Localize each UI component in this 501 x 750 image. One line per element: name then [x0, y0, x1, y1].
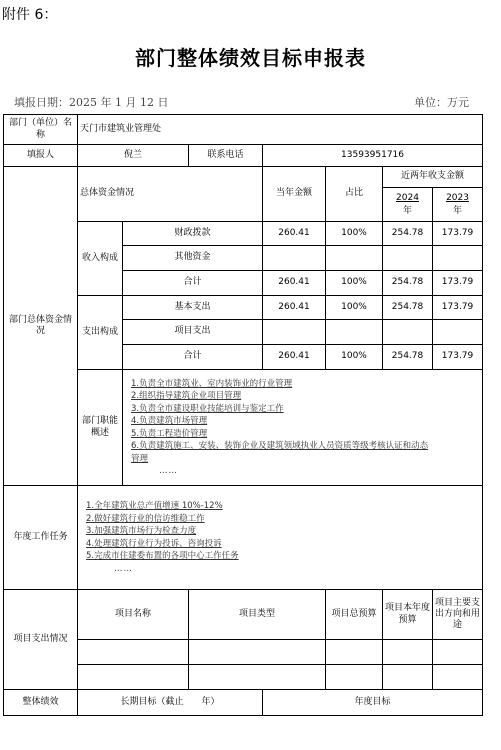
expense-name: 项目支出: [123, 320, 263, 345]
project-name-cell: [78, 665, 189, 690]
amount-header: 当年金额: [263, 167, 326, 222]
function-item: 管理: [131, 453, 149, 464]
performance-form-table: [3, 114, 483, 716]
project-year-header: 项目本年度预算: [383, 590, 433, 640]
income-2024: 254.78: [383, 222, 433, 246]
dept-name-value: 天门市建筑业管理处: [78, 115, 483, 145]
project-type-cell: [189, 640, 326, 665]
project-main-header: 项目主要支出方向和用途: [433, 590, 483, 640]
phone-label: 联系电话: [189, 145, 263, 167]
fill-date: 填报日期：2025 年 1 月 12 日: [14, 96, 169, 109]
year-2023-header: [433, 188, 483, 222]
project-total-cell: [326, 665, 383, 690]
functions-list: [123, 370, 483, 486]
income-total-name: 合计: [123, 271, 263, 296]
expense-total-amount: 260.41: [263, 345, 326, 370]
expense-total-share: 100%: [326, 345, 383, 370]
function-item: 6.负责建筑施工、安装、装饰企业及建筑领域执业人员资质等级考核认证和动态: [131, 441, 429, 451]
annual-task-item: 1.全年建筑业总产值增速 10%-12%: [86, 501, 223, 511]
expense-amount: 260.41: [263, 296, 326, 320]
expense-amount: [263, 320, 326, 345]
expense-share: 100%: [326, 296, 383, 320]
annual-tasks-label: 年度工作任务: [4, 486, 78, 590]
year-2023-number: 2023: [446, 192, 469, 203]
annual-tasks-list: [78, 486, 483, 590]
function-item: 5.负责工程造价管理: [131, 428, 208, 439]
income-total-2024: 254.78: [383, 271, 433, 296]
year-2024-suffix: 年: [402, 205, 412, 216]
income-label: 收入构成: [78, 222, 123, 296]
functions-label: 部门职能概述: [78, 370, 123, 486]
income-amount: [263, 246, 326, 271]
function-ellipsis: ……: [159, 466, 178, 476]
year-2024-number: 2024: [396, 192, 419, 203]
income-total-share: 100%: [326, 271, 383, 296]
page-title: 部门整体绩效目标申报表: [135, 46, 366, 70]
income-2024: [383, 246, 433, 271]
expense-total-2023: 173.79: [433, 345, 483, 370]
dept-name-label: 部门（单位）名称: [4, 115, 78, 145]
function-item: 4.负责建筑市场管理: [131, 416, 208, 426]
project-year-cell: [383, 665, 433, 690]
annual-task-item: 2.做好建筑行业的信访维稳工作: [86, 513, 205, 524]
project-name-cell: [78, 640, 189, 665]
income-name: 财政拨款: [123, 222, 263, 246]
expense-2023: [433, 320, 483, 345]
annual-goal-label: 年度目标: [263, 690, 483, 716]
expense-2023: 173.79: [433, 296, 483, 320]
income-name: 其他资金: [123, 246, 263, 271]
income-2023: [433, 246, 483, 271]
projects-header-row: [4, 590, 483, 640]
function-item: 3.负责全市建设职业技能培训与鉴定工作: [131, 403, 284, 414]
income-2023: 173.79: [433, 222, 483, 246]
expense-2024: 254.78: [383, 296, 433, 320]
project-type-header: 项目类型: [189, 590, 326, 640]
funds-section-label: 部门总体资金情况: [4, 167, 78, 486]
expense-2024: [383, 320, 433, 345]
income-share: [326, 246, 383, 271]
income-total-amount: 260.41: [263, 271, 326, 296]
expense-total-2024: 254.78: [383, 345, 433, 370]
filler-value: 倪兰: [78, 145, 189, 167]
projects-label: 项目支出情况: [4, 590, 78, 690]
project-main-cell: [433, 665, 483, 690]
income-total-2023: 173.79: [433, 271, 483, 296]
funds-header-row: [4, 167, 483, 188]
year-2023-suffix: 年: [453, 205, 463, 216]
expense-total-name: 合计: [123, 345, 263, 370]
recent-years-header: 近两年收支金额: [383, 167, 483, 188]
annex-label: 附件 6：: [2, 7, 58, 23]
project-total-header: 项目总预算: [326, 590, 383, 640]
phone-value: 13593951716: [263, 145, 483, 167]
annual-task-item: 3.加强建筑市场行为检查力度: [86, 526, 197, 536]
expense-label: 支出构成: [78, 296, 123, 370]
project-name-header: 项目名称: [78, 590, 189, 640]
annual-task-item: 4.处理建筑行业行为投诉、咨询投诉: [86, 538, 222, 549]
function-item: 1.负责全市建筑业、室内装饰业的行业管理: [131, 378, 293, 389]
function-item: 2.组织指导建筑企业项目管理: [131, 391, 242, 401]
expense-name: 基本支出: [123, 296, 263, 320]
dept-row: [4, 115, 483, 145]
expense-share: [326, 320, 383, 345]
annual-tasks-row: [4, 486, 483, 590]
contact-row: [4, 145, 483, 167]
project-year-cell: [383, 640, 433, 665]
performance-row: [4, 690, 483, 716]
share-header: 占比: [326, 167, 383, 222]
year-2024-header: [383, 188, 433, 222]
project-main-cell: [433, 640, 483, 665]
unit-label: 单位：万元: [414, 96, 469, 109]
annual-task-item: 5.完成市住建委布置的各项中心工作任务: [86, 551, 239, 561]
income-amount: 260.41: [263, 222, 326, 246]
long-term-goal-label: 长期目标（截止 年）: [78, 690, 263, 716]
income-share: 100%: [326, 222, 383, 246]
overall-funds-label: 总体资金情况: [78, 167, 263, 222]
annual-task-ellipsis: ……: [114, 563, 133, 574]
project-type-cell: [189, 665, 326, 690]
performance-label: 整体绩效: [4, 690, 78, 716]
project-total-cell: [326, 640, 383, 665]
filler-label: 填报人: [4, 145, 78, 167]
